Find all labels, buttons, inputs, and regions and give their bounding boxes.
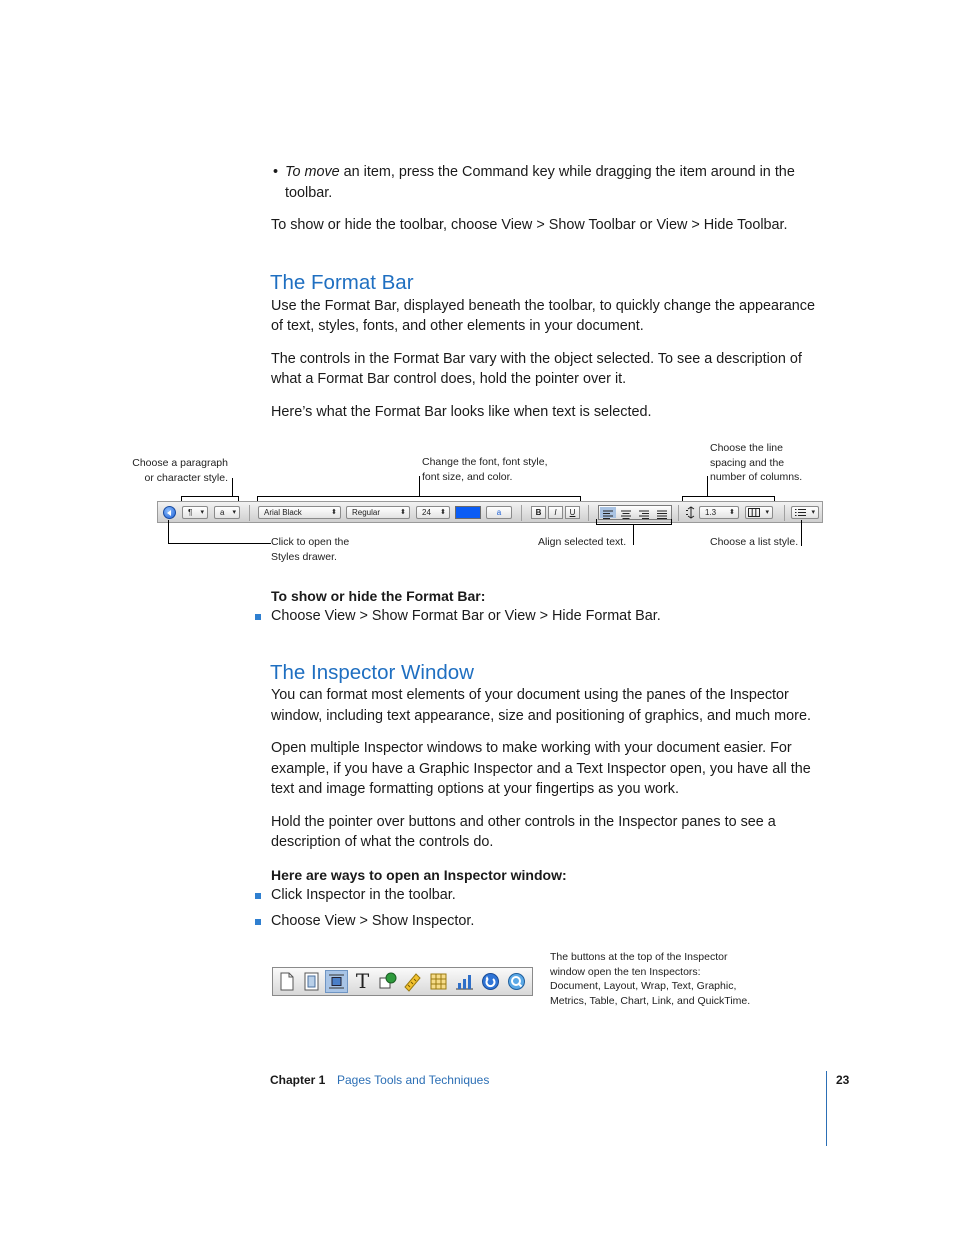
bracket-font-horizontal — [257, 496, 581, 497]
highlight-glyph: a — [496, 508, 502, 517]
callout-list: Choose a list style. — [710, 536, 799, 548]
wrap-icon — [326, 971, 347, 992]
inspector-caption — [550, 950, 750, 1008]
drawer-arrow-icon — [164, 507, 175, 518]
inspector-p1-line1: You can format most elements of your document using the panes of the Inspector — [271, 687, 789, 703]
inspector-p2-line1: Open multiple Inspector windows to make working with your document easier. For — [271, 740, 792, 756]
updown-arrow-icon: ⬍ — [331, 509, 337, 516]
align-right-icon — [636, 509, 652, 520]
move-emphasis: To move — [285, 164, 340, 180]
align-center-button[interactable] — [618, 507, 634, 518]
format-bar-heading: The Format Bar — [270, 271, 414, 294]
chevron-down-icon: ▾ — [232, 509, 236, 516]
quicktime-icon — [505, 970, 528, 993]
callout-align: Align selected text. — [538, 536, 627, 548]
callout-spacing-line3: number of columns. — [710, 471, 803, 484]
inspector-p1-line2: window, including text appearance, size and positioning of graphics, and much more. — [271, 708, 811, 724]
bracket-spacing-vertical — [707, 476, 708, 496]
format-bar-p2-line2: what a Format Bar control does, hold the pointer over it. — [271, 371, 627, 387]
bracket-align-horizontal — [596, 524, 672, 525]
separator — [249, 505, 250, 521]
bullet-square — [255, 893, 261, 899]
font-family-value: Arial Black — [264, 508, 302, 517]
callout-spacing — [710, 441, 802, 485]
document-inspector-button[interactable] — [275, 970, 298, 993]
footer-title: Pages Tools and Techniques — [337, 1073, 490, 1087]
inspector-caption-line2: window open the ten Inspectors: — [550, 965, 701, 978]
metrics-inspector-button[interactable] — [401, 970, 424, 993]
inspector-caption-line3: Document, Layout, Wrap, Text, Graphic, — [550, 980, 737, 993]
updown-arrow-icon: ⬍ — [729, 509, 735, 516]
format-bar-instructions-heading: To show or hide the Format Bar: — [271, 588, 486, 604]
callout-font-line1: Change the font, font style, — [422, 456, 548, 468]
inspector-p3-line2: description of what the controls do. — [271, 834, 494, 850]
callout-font-line2: font size, and color. — [422, 470, 513, 483]
callout-para-style-line1: Choose a paragraph — [132, 457, 228, 469]
updown-arrow-icon: ⬍ — [400, 509, 406, 516]
bullet-square — [255, 614, 261, 620]
list-icon — [794, 508, 807, 517]
justify-icon — [654, 509, 670, 520]
styles-drawer-button[interactable] — [163, 506, 176, 519]
link-inspector-button[interactable] — [479, 970, 502, 993]
callout-drawer — [271, 535, 349, 564]
paragraph-style-popup[interactable] — [182, 506, 208, 519]
inspector-toolbar — [272, 967, 533, 996]
inspector-way-2: Choose View > Show Inspector. — [271, 913, 475, 929]
updown-arrow-icon: ⬍ — [440, 509, 446, 516]
font-style-popup[interactable] — [346, 506, 410, 519]
font-size-popup[interactable] — [416, 506, 450, 519]
bracket-align-vertical — [633, 524, 634, 545]
pointer-drawer-vertical — [168, 520, 169, 543]
callout-para-style — [100, 456, 228, 485]
footer-chapter: Chapter 1 — [270, 1073, 326, 1087]
text-color-well[interactable] — [455, 506, 481, 519]
align-center-icon — [618, 509, 634, 520]
font-size-value: 24 — [422, 508, 431, 517]
pointer-list-vertical — [801, 520, 802, 546]
columns-popup[interactable] — [745, 506, 773, 519]
text-inspector-button[interactable] — [351, 970, 374, 993]
inspector-way-1: Click Inspector in the toolbar. — [271, 887, 456, 903]
format-bar-p1-line2: of text, styles, fonts, and other elements in your document. — [271, 318, 644, 334]
bold-button[interactable]: B — [531, 506, 546, 519]
inspector-ways-heading: Here are ways to open an Inspector window: — [271, 867, 567, 883]
chevron-down-icon: ▾ — [200, 509, 204, 516]
layout-inspector-button[interactable] — [300, 970, 323, 993]
link-icon — [479, 970, 502, 993]
separator — [588, 505, 589, 521]
inspector-p2-line2: example, if you have a Graphic Inspector and a Text Inspector open, you have all the — [271, 761, 811, 777]
highlight-color-well[interactable] — [486, 506, 512, 519]
inspector-caption-line4: Metrics, Table, Chart, Link, and QuickTime. — [550, 994, 751, 1007]
callout-drawer-line1: Click to open the — [271, 536, 350, 548]
inspector-p2-line3: text and image formatting options at your fingertips as you work. — [271, 781, 679, 797]
chart-icon — [453, 970, 476, 993]
justify-button[interactable] — [654, 507, 670, 518]
document-icon — [275, 970, 298, 993]
character-style-popup[interactable] — [214, 506, 240, 519]
columns-icon — [748, 508, 760, 517]
callout-spacing-line2: spacing and the — [710, 456, 785, 469]
move-text-line1: an item, press the Command key while dragging the item around in the — [339, 164, 795, 180]
callout-spacing-line1: Choose the line — [710, 442, 783, 454]
align-right-button[interactable] — [636, 507, 652, 518]
bullet-dot: • — [273, 164, 279, 180]
italic-button[interactable]: I — [548, 506, 563, 519]
chevron-down-icon: ▾ — [811, 509, 815, 516]
line-spacing-popup[interactable] — [699, 506, 739, 519]
inspector-heading: The Inspector Window — [270, 661, 474, 684]
inspector-p3-line1: Hold the pointer over buttons and other controls in the Inspector panes to see a — [271, 814, 776, 830]
inspector-caption-line1: The buttons at the top of the Inspector — [550, 951, 728, 963]
line-spacing-value: 1.3 — [705, 508, 717, 517]
alignment-group — [598, 505, 672, 520]
list-style-popup[interactable] — [791, 506, 819, 519]
text-icon: T — [355, 969, 370, 993]
layout-icon — [300, 970, 323, 993]
format-bar-instruction: Choose View > Show Format Bar or View > Hide Format Bar. — [271, 608, 661, 624]
quicktime-inspector-button[interactable] — [505, 970, 528, 993]
format-bar — [157, 501, 823, 523]
format-bar-p3: Here’s what the Format Bar looks like when text is selected. — [271, 404, 652, 420]
line-spacing-icon — [685, 506, 697, 519]
footer-divider — [826, 1071, 827, 1146]
font-style-value: Regular — [352, 508, 381, 517]
callout-font — [422, 455, 548, 484]
callout-para-style-line2: or character style. — [144, 471, 228, 484]
bullet-square — [255, 919, 261, 925]
metrics-icon — [401, 970, 424, 993]
callout-drawer-line2: Styles drawer. — [271, 550, 337, 563]
format-bar-p2-line1: The controls in the Format Bar vary with the object selected. To see a description of — [271, 351, 802, 367]
font-family-popup[interactable] — [258, 506, 341, 519]
align-left-button[interactable] — [600, 507, 616, 518]
bracket-para-vertical — [232, 478, 233, 496]
paragraph-glyph: ¶ — [188, 508, 193, 517]
character-glyph: a — [220, 508, 225, 517]
move-text-line2: toolbar. — [285, 185, 333, 201]
wrap-inspector-button[interactable] — [325, 970, 348, 993]
underline-button[interactable]: U — [565, 506, 580, 519]
chevron-down-icon: ▾ — [765, 509, 769, 516]
table-inspector-button[interactable] — [427, 970, 450, 993]
graphic-icon — [376, 970, 399, 993]
separator — [678, 505, 679, 521]
chart-inspector-button[interactable] — [453, 970, 476, 993]
align-left-icon — [600, 509, 616, 520]
bracket-para-horizontal — [181, 496, 239, 497]
bracket-font-vertical — [419, 476, 420, 496]
show-hide-toolbar-text: To show or hide the toolbar, choose View > Show Toolbar or View > Hide Toolbar. — [271, 217, 788, 233]
separator — [521, 505, 522, 521]
pointer-drawer-horizontal — [168, 543, 271, 544]
page-number: 23 — [836, 1073, 850, 1087]
move-paragraph — [285, 162, 825, 183]
format-bar-p1-line1: Use the Format Bar, displayed beneath the toolbar, to quickly change the appearance — [271, 298, 815, 314]
table-icon — [427, 970, 450, 993]
bracket-spacing-horizontal — [682, 496, 775, 497]
separator — [784, 505, 785, 521]
graphic-inspector-button[interactable] — [376, 970, 399, 993]
bracket-align-right — [671, 519, 672, 525]
